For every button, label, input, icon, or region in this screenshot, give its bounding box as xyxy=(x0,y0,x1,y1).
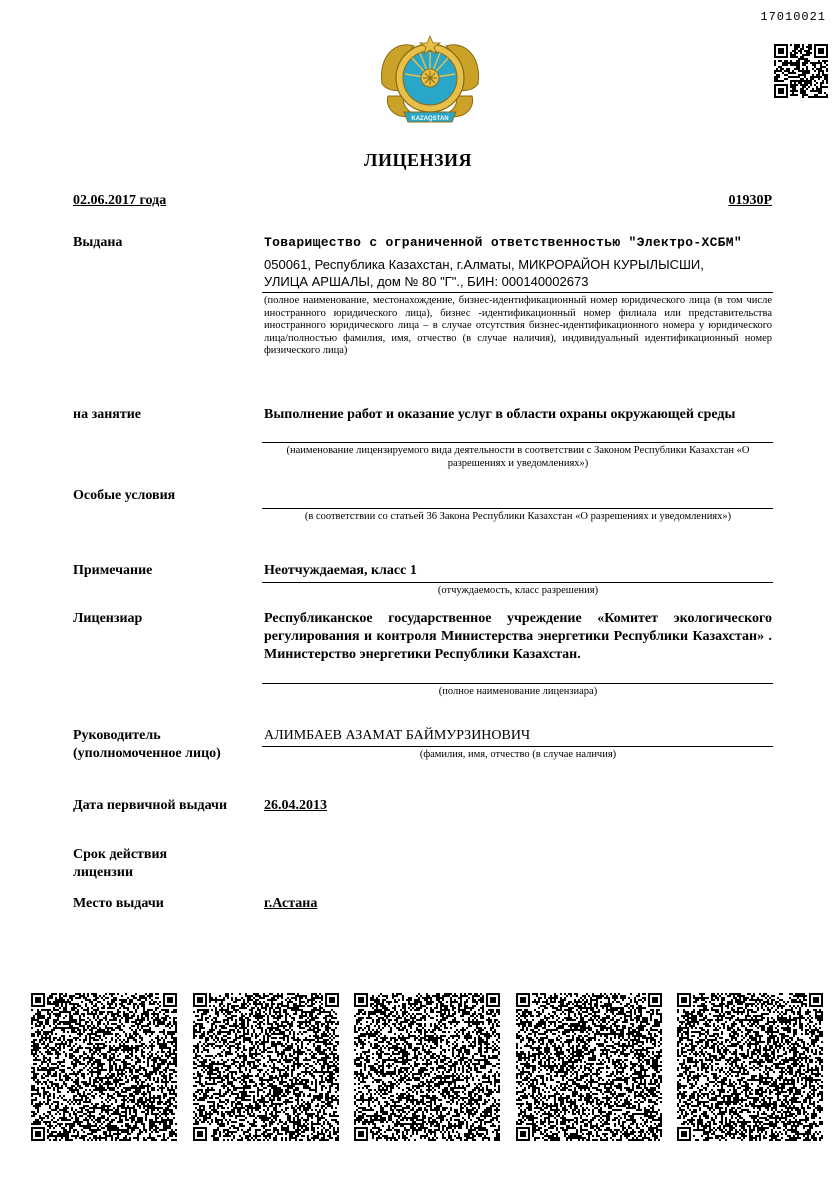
head-label-line2: (уполномоченное лицо) xyxy=(73,746,221,761)
issue-date: 02.06.2017 года xyxy=(73,193,167,208)
divider xyxy=(262,292,773,293)
validity-label-line1: Срок действия xyxy=(73,847,168,862)
place-value: г.Астана xyxy=(264,896,318,911)
head-hint: (фамилия, имя, отчество (в случае наличия) xyxy=(419,749,617,760)
special-conditions-label: Особые условия xyxy=(73,488,176,503)
qr-code-icon xyxy=(516,993,662,1141)
licensee-name: Товарищество с ограниченной ответственностью "Электро-ХСБМ" xyxy=(264,235,742,250)
activity-label: на занятие xyxy=(73,407,141,422)
license-number: 01930P xyxy=(728,193,772,208)
activity-value: Выполнение работ и оказание услуг в области охраны окружающей среды xyxy=(264,407,736,422)
licensee-address-line1: 050061, Республика Казахстан, г.Алматы, МИКРОРАЙОН КУРЫЛЫСШИ, xyxy=(264,257,704,272)
head-value: АЛИМБАЕВ АЗАМАТ БАЙМУРЗИНОВИЧ xyxy=(264,728,531,743)
licensor-label: Лицензиар xyxy=(73,611,143,626)
qr-code-icon xyxy=(774,44,828,98)
special-conditions-hint: (в соответствии со статьей 36 Закона Республики Казахстан «О разрешениях и уведомлениях») xyxy=(304,511,732,522)
place-label: Место выдачи xyxy=(73,896,164,911)
qr-code-icon xyxy=(193,993,339,1141)
divider xyxy=(262,442,773,443)
divider xyxy=(262,683,773,684)
head-label-line1: Руководитель xyxy=(73,728,161,743)
first-issue-value: 26.04.2013 xyxy=(264,798,327,813)
licensee-address-line2: УЛИЦА АРШАЛЫ, дом № 80 "Г"., БИН: 000140002673 xyxy=(264,274,589,289)
divider xyxy=(262,508,773,509)
qr-code-icon xyxy=(354,993,500,1141)
state-emblem-icon xyxy=(374,26,486,130)
licensor-hint: (полное наименование лицензиара) xyxy=(438,686,598,697)
qr-code-icon xyxy=(677,993,823,1141)
validity-label-line2: лицензии xyxy=(73,865,134,880)
licensor-value: Республиканское государственное учреждение «Комитет экологического регулирования и контроля Министерства энергетики Республики Казахстан» . Министерство энергетики Республики Казахстан. xyxy=(264,611,772,662)
note-label: Примечание xyxy=(73,563,153,578)
emblem-ribbon-text: KAZAQSTAN xyxy=(411,116,449,122)
document-id: 17010021 xyxy=(760,10,826,24)
activity-hint: (наименование лицензируемого вида деятельности в соответствии с Законом Республики Казахстан «О разрешениях и уведомлениях») xyxy=(286,445,750,469)
document-title: ЛИЦЕНЗИЯ xyxy=(364,150,472,170)
divider xyxy=(262,582,773,583)
qr-code-icon xyxy=(31,993,177,1141)
issued-to-hint: (полное наименование, местонахождение, бизнес-идентификационный номер юридического лица (в том числе иностранного юридического лица), бизнес -идентификационный номер филиала или представительства иностранного юридического лица – в случае отсутствия бизнес-идентификационного номера у юридического лица/полностью фамилия, имя, отчество (в случае наличия), индивидуальный идентификационный номер физического лица) xyxy=(264,295,772,356)
note-value: Неотчуждаемая, класс 1 xyxy=(264,563,417,578)
note-hint: (отчуждаемость, класс разрешения) xyxy=(437,585,599,596)
divider xyxy=(262,746,773,747)
first-issue-label: Дата первичной выдачи xyxy=(73,798,228,813)
issued-to-label: Выдана xyxy=(73,235,123,250)
